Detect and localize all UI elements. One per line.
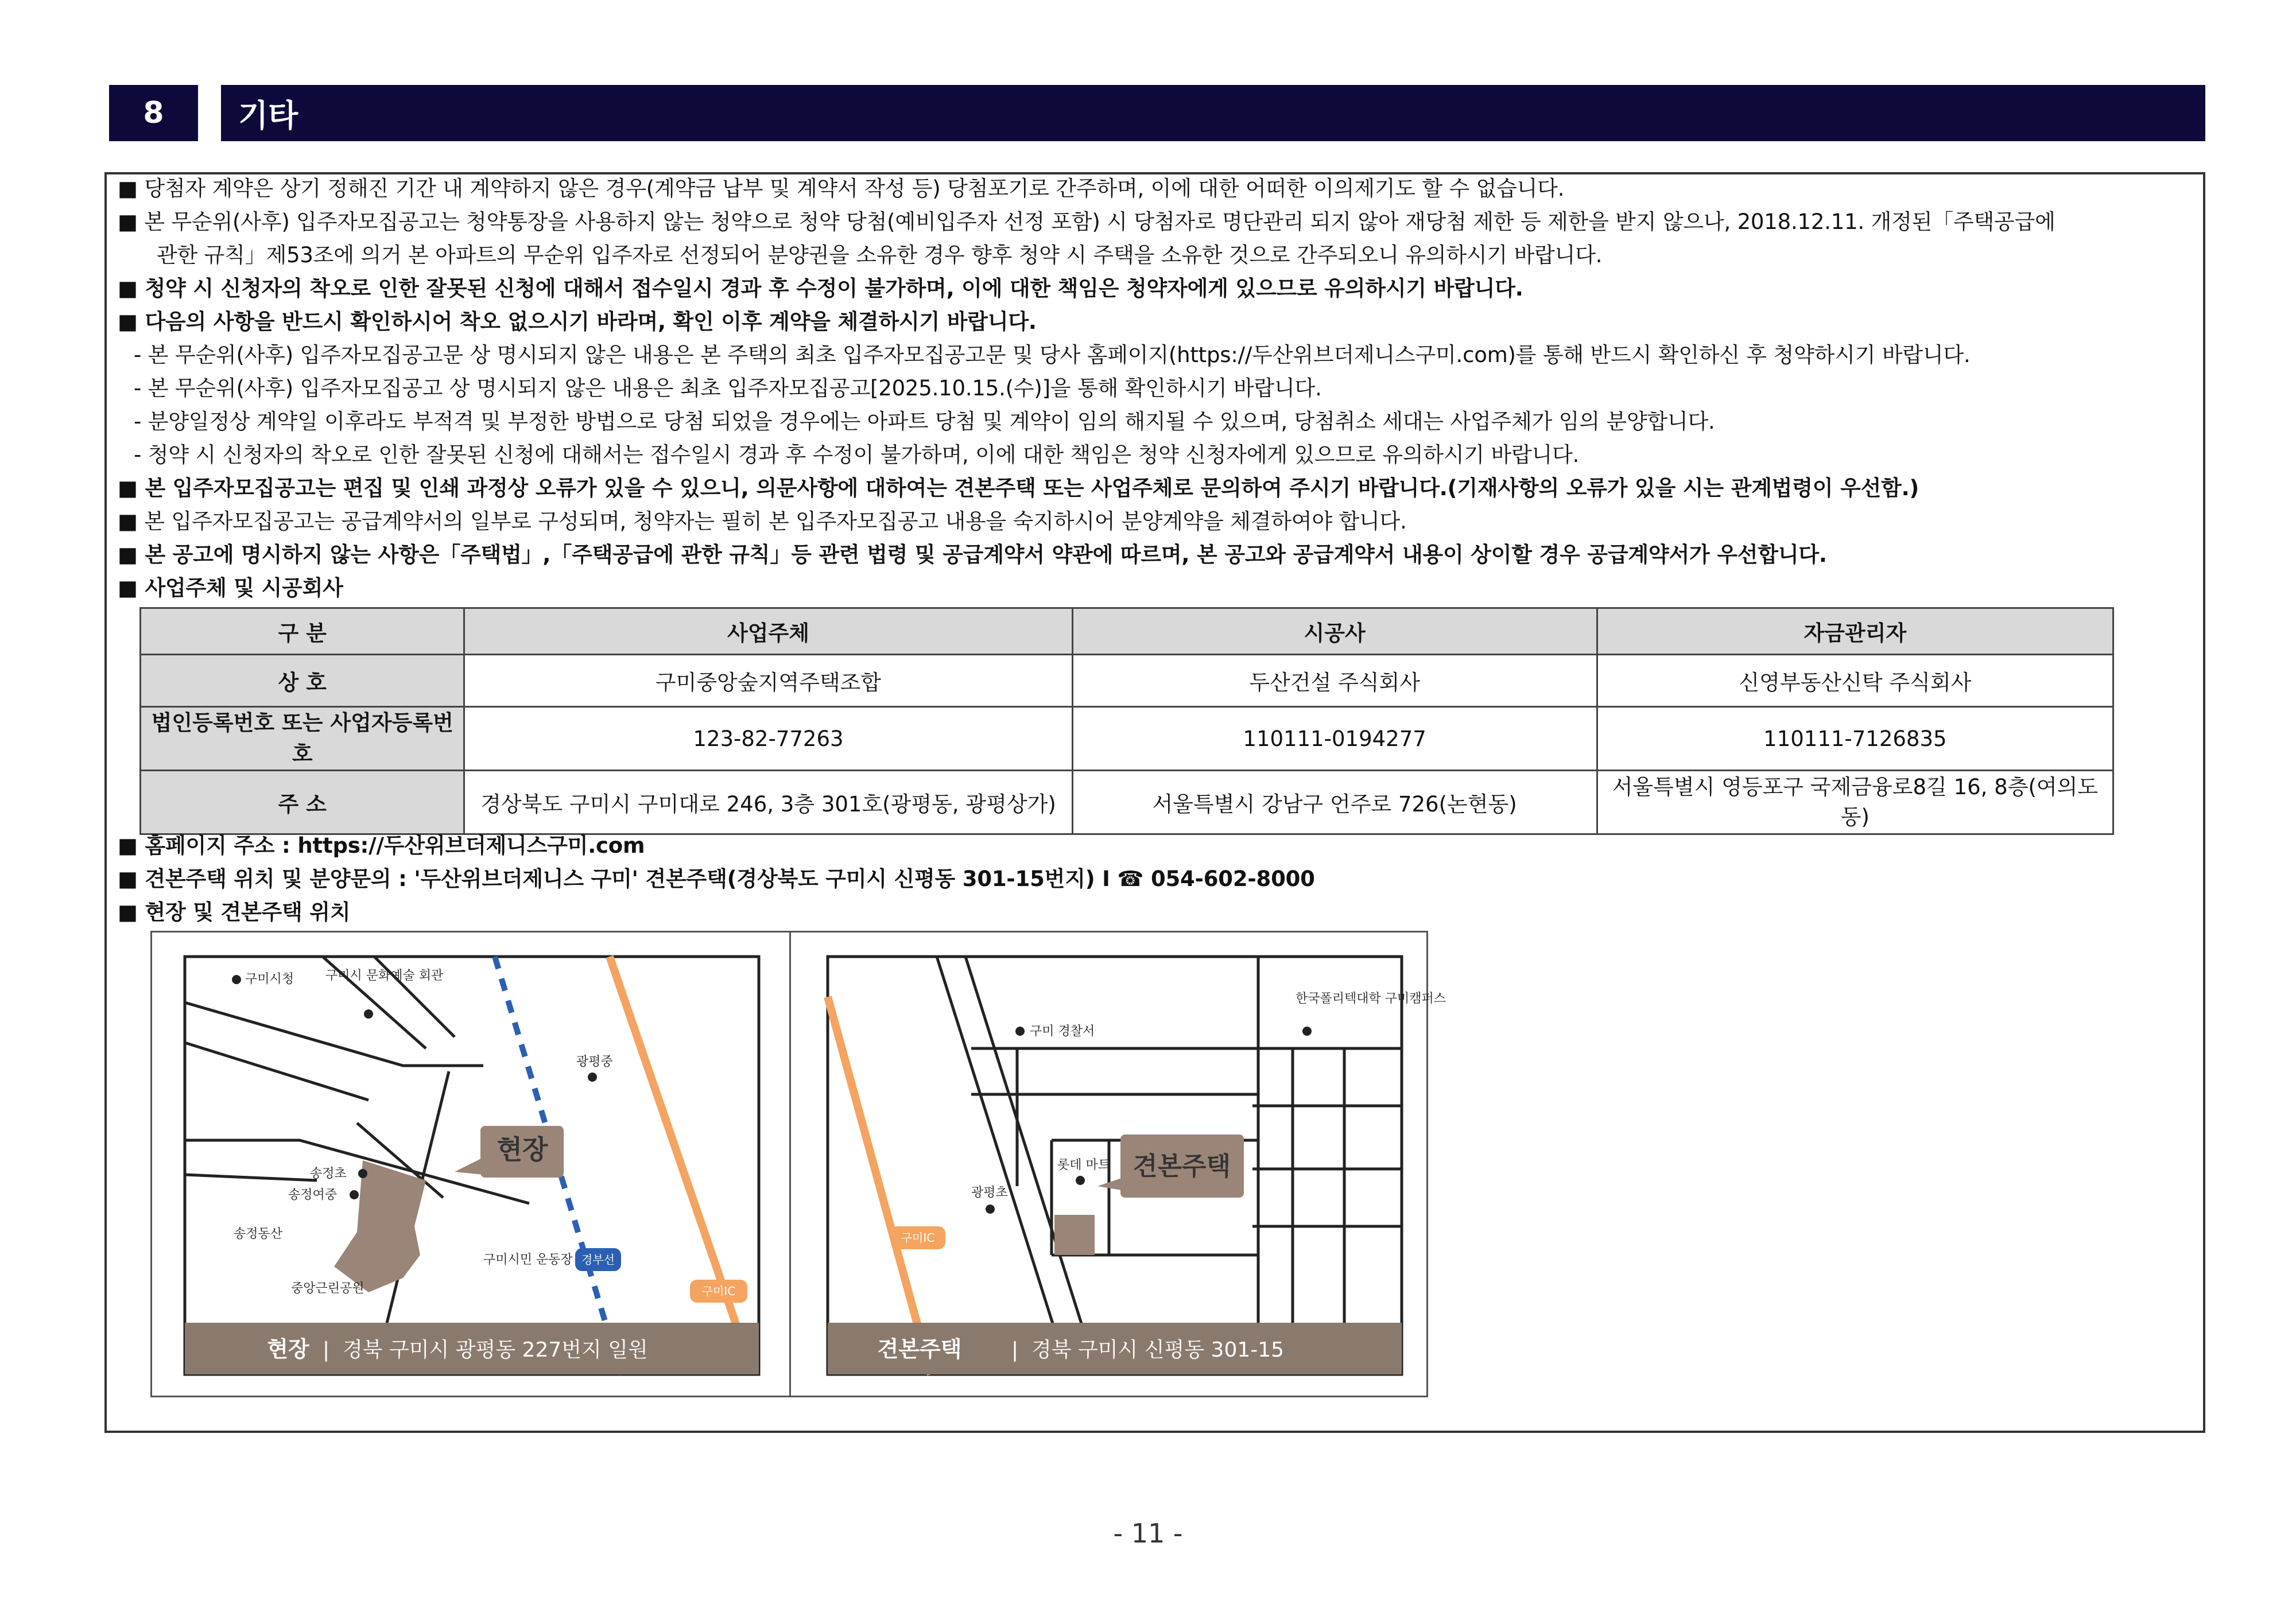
notice-line: ■ 본 무순위(사후) 입주자모집공고는 청약통장을 사용하지 않는 청약으로 청약 당첨(예비입주자 선정 포함) 시 당첨자로 명단관리 되지 않아 재당첨 제한 등 제한을 받지 않으나, 2018.12.11. 개정된「주택공급에 xyxy=(118,209,2055,234)
map2-model-label: 견본주택 xyxy=(1133,1152,1231,1181)
map1-label: 송정초 xyxy=(310,1167,347,1181)
model-house-line: ■ 견본주택 위치 및 분양문의 : '두산위브더제니스 구미' 견본주택(경상북도 구미시 신평동 301-15번지) I ☎ 054-602-8000 xyxy=(118,867,1315,891)
map1-label: 송정여중 xyxy=(288,1188,338,1202)
map1-ic-label: 구미IC xyxy=(701,1284,736,1298)
map1-label: 중앙근린공원 xyxy=(291,1281,364,1296)
table-cell: 서울특별시 강남구 언주로 726(논현동) xyxy=(1072,771,1597,834)
map-divider xyxy=(789,931,791,1397)
map2-label: 구미 경찰서 xyxy=(1030,1024,1095,1039)
notice-line: 관한 규칙」제53조에 의거 본 아파트의 무순위 입주자로 선정되어 분양권을 소유한 경우 향후 청약 시 주택을 소유한 것으로 간주되오니 유의하시기 바랍니다. xyxy=(157,243,1603,267)
map1-rail-label: 경부선 xyxy=(581,1253,615,1266)
notice-line: ■ 청약 시 신청자의 착오로 인한 잘못된 신청에 대해서 접수일시 경과 후 수정이 불가하며, 이에 대한 책임은 청약자에게 있으므로 유의하시기 바랍니다. xyxy=(118,276,1523,301)
notice-line: - 본 무순위(사후) 입주자모집공고문 상 명시되지 않은 내용은 본 주택의 최초 입주자모집공고문 및 당사 홈페이지(https://두산위브더제니스구미.com)를 통해 반드시 확인하신 후 청약하시기 바랍니다. xyxy=(134,343,1971,367)
site-map xyxy=(185,957,759,1374)
notice-line: ■ 사업주체 및 시공회사 xyxy=(118,576,343,600)
table-row xyxy=(141,771,2113,834)
map1-caption-divider: | xyxy=(323,1338,330,1362)
section-title: 기타 xyxy=(221,85,2205,141)
company-table xyxy=(139,607,2114,835)
notice-lines xyxy=(118,172,2196,605)
table-header-row xyxy=(141,608,2113,655)
map2-caption-address: 경북 구미시 신평동 301-15 xyxy=(1031,1338,1285,1362)
notice-line: - 본 무순위(사후) 입주자모집공고 상 명시되지 않은 내용은 최초 입주자모집공고[2025.10.15.(수)]을 통해 확인하시기 바랍니다. xyxy=(134,376,1322,401)
homepage-line: ■ 홈페이지 주소 : https://두산위브더제니스구미.com xyxy=(118,833,645,858)
map2-label: 광평초 xyxy=(971,1186,1008,1200)
table-cell: 신영부동산신탁 주식회사 xyxy=(1597,655,2113,707)
notice-line: ■ 다음의 사항을 반드시 확인하시어 착오 없으시기 바라며, 확인 이후 계약을 체결하시기 바랍니다. xyxy=(118,309,1037,334)
map2-caption-divider: | xyxy=(1011,1338,1019,1362)
table-row xyxy=(141,655,2113,707)
table-header: 구 분 xyxy=(141,608,464,655)
map1-label: 광평중 xyxy=(576,1055,613,1069)
notice-line: ■ 본 공고에 명시하지 않는 사항은「주택법」,「주택공급에 관한 규칙」등 관련 법령 및 공급계약서 약관에 따르며, 본 공고와 공급계약서 내용이 상이할 경우 공급계약서가 우선합니다. xyxy=(118,542,1827,567)
notice-line: ■ 본 입주자모집공고는 공급계약서의 일부로 구성되며, 청약자는 필히 본 입주자모집공고 내용을 숙지하시어 분양계약을 체결하여야 합니다. xyxy=(118,509,1407,534)
table-header: 사업주체 xyxy=(464,608,1072,655)
table-header: 시공사 xyxy=(1072,608,1597,655)
table-cell: 서울특별시 영등포구 국제금융로8길 16, 8층(여의도동) xyxy=(1597,771,2113,834)
section-number: 8 xyxy=(109,85,198,141)
location-heading: ■ 현장 및 견본주택 위치 xyxy=(118,900,351,924)
map1-label: 구미시청 xyxy=(245,972,294,986)
row-label: 주 소 xyxy=(141,771,464,834)
table-cell: 123-82-77263 xyxy=(464,707,1072,771)
page-number: - 11 - xyxy=(1113,1518,1183,1549)
table-cell: 두산건설 주식회사 xyxy=(1072,655,1597,707)
table-cell: 110111-7126835 xyxy=(1597,707,2113,771)
map2-ic-label: 구미IC xyxy=(901,1231,935,1245)
table-cell: 110111-0194277 xyxy=(1072,707,1597,771)
map1-label: 구미시민 운동장 xyxy=(483,1253,573,1267)
table-header: 자금관리자 xyxy=(1597,608,2113,655)
map1-label: 송정동산 xyxy=(234,1227,283,1241)
notice-line: ■ 본 입주자모집공고는 편집 및 인쇄 과정상 오류가 있을 수 있으니, 의문사항에 대하여는 견본주택 또는 사업주체로 문의하여 주시기 바랍니다.(기재사항의 오류가 있을 시는 관계법령이 우선함.) xyxy=(118,476,1919,500)
row-label: 법인등록번호 또는 사업자등록번호 xyxy=(141,707,464,771)
map1-caption-address: 경북 구미시 광평동 227번지 일원 xyxy=(343,1338,648,1362)
after-lines xyxy=(118,829,2184,929)
map1-site-label: 현장 xyxy=(497,1134,548,1165)
map1-caption-title: 현장 xyxy=(267,1337,309,1362)
table-cell: 경상북도 구미시 구미대로 246, 3층 301호(광평동, 광평상가) xyxy=(464,771,1072,834)
map1-label: 구미시 문화예술 회관 xyxy=(325,969,444,983)
table-cell: 구미중앙숲지역주택조합 xyxy=(464,655,1072,707)
map2-caption-title: 견본주택 xyxy=(877,1337,962,1362)
map2-label: 한국폴리텍대학 구미캠퍼스 xyxy=(1296,992,1446,1006)
notice-line: ■ 당첨자 계약은 상기 정해진 기간 내 계약하지 않은 경우(계약금 납부 및 계약서 작성 등) 당첨포기로 간주하며, 이에 대한 어떠한 이의제기도 할 수 없습니다. xyxy=(118,176,1565,201)
notice-line: - 청약 시 신청자의 착오로 인한 잘못된 신청에 대해서는 접수일시 경과 후 수정이 불가하며, 이에 대한 책임은 청약 신청자에게 있으므로 유의하시기 바랍니다. xyxy=(134,442,1580,467)
row-label: 상 호 xyxy=(141,655,464,707)
model-house-map xyxy=(828,957,1446,1374)
notice-line: - 분양일정상 계약일 이후라도 부적격 및 부정한 방법으로 당첨 되었을 경우에는 아파트 당첨 및 계약이 임의 해지될 수 있으며, 당첨취소 세대는 사업주체가 임의 분양합니다. xyxy=(134,409,1715,434)
table-row xyxy=(141,707,2113,771)
map2-label: 롯데 마트 xyxy=(1057,1158,1111,1172)
